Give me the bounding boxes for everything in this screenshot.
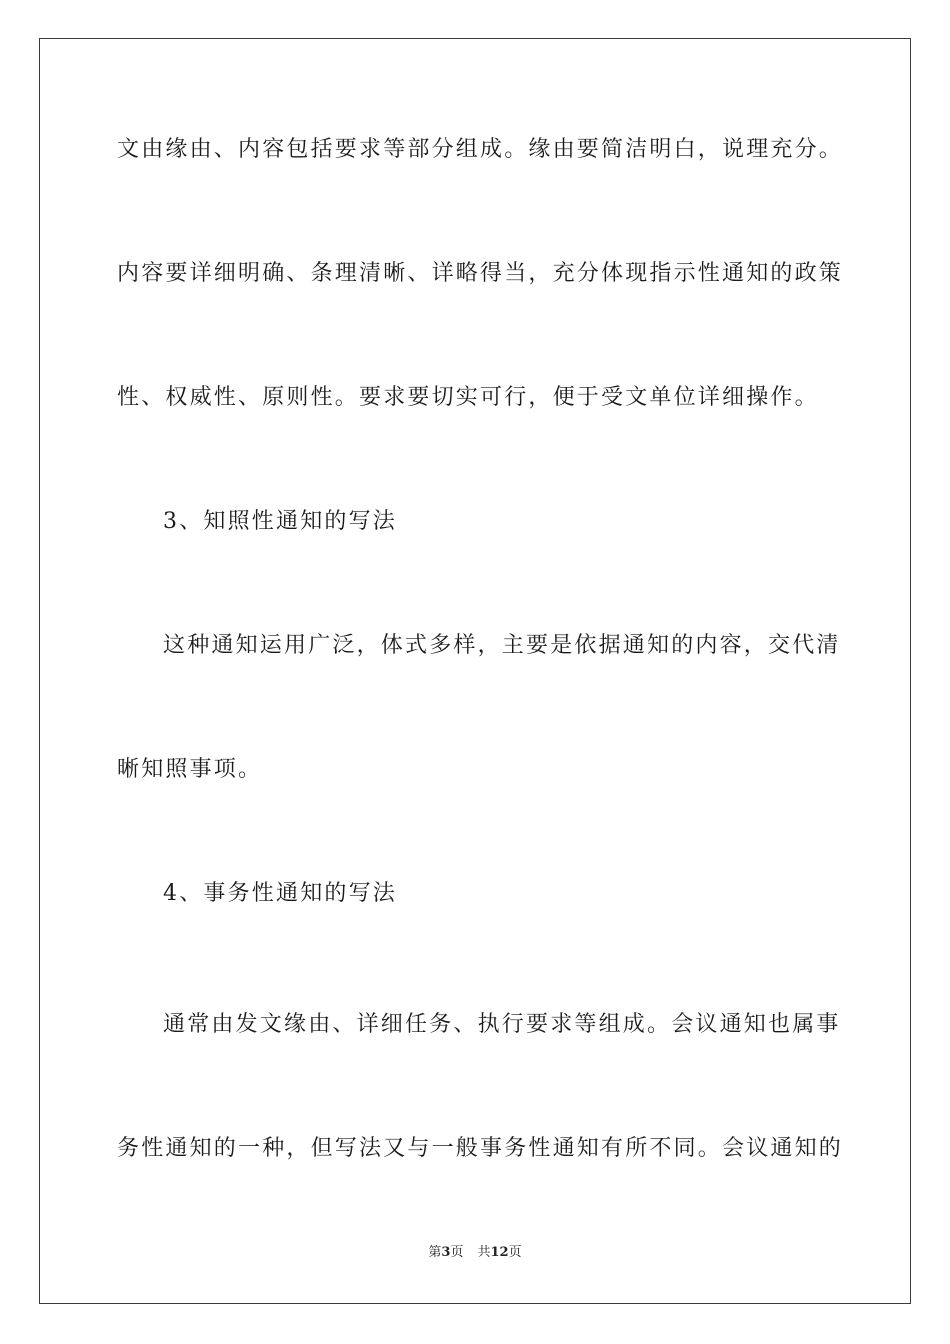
footer-total-pages: 12 [490,1245,509,1260]
body-line-5: 这种通知运用广泛，体式多样，主要是依据通知的内容，交代清 [163,633,841,658]
section-heading-3: 3、知照性通知的写法 [163,509,397,534]
body-line-1: 文由缘由、内容包括要求等部分组成。缘由要简洁明白，说理充分。 [117,137,844,162]
body-line-9: 务性通知的一种，但写法又与一般事务性通知有所不同。会议通知的 [117,1136,844,1161]
footer-page-number: 3 [441,1245,451,1260]
footer-page-suffix: 页 [450,1245,464,1260]
footer-total-prefix: 共 [477,1245,491,1260]
page-border [39,38,911,1304]
footer-page-prefix: 第 [428,1245,442,1260]
page-footer [0,1244,950,1262]
body-line-2: 内容要详细明确、条理清晰、详略得当，充分体现指示性通知的政策 [117,261,844,286]
body-line-8: 通常由发文缘由、详细任务、执行要求等组成。会议通知也属事 [163,1012,841,1037]
section-heading-4: 4、事务性通知的写法 [163,881,397,906]
body-line-3: 性、权威性、原则性。要求要切实可行，便于受文单位详细操作。 [117,385,819,410]
body-line-6: 晰知照事项。 [117,757,263,782]
footer-total-suffix: 页 [508,1245,522,1260]
